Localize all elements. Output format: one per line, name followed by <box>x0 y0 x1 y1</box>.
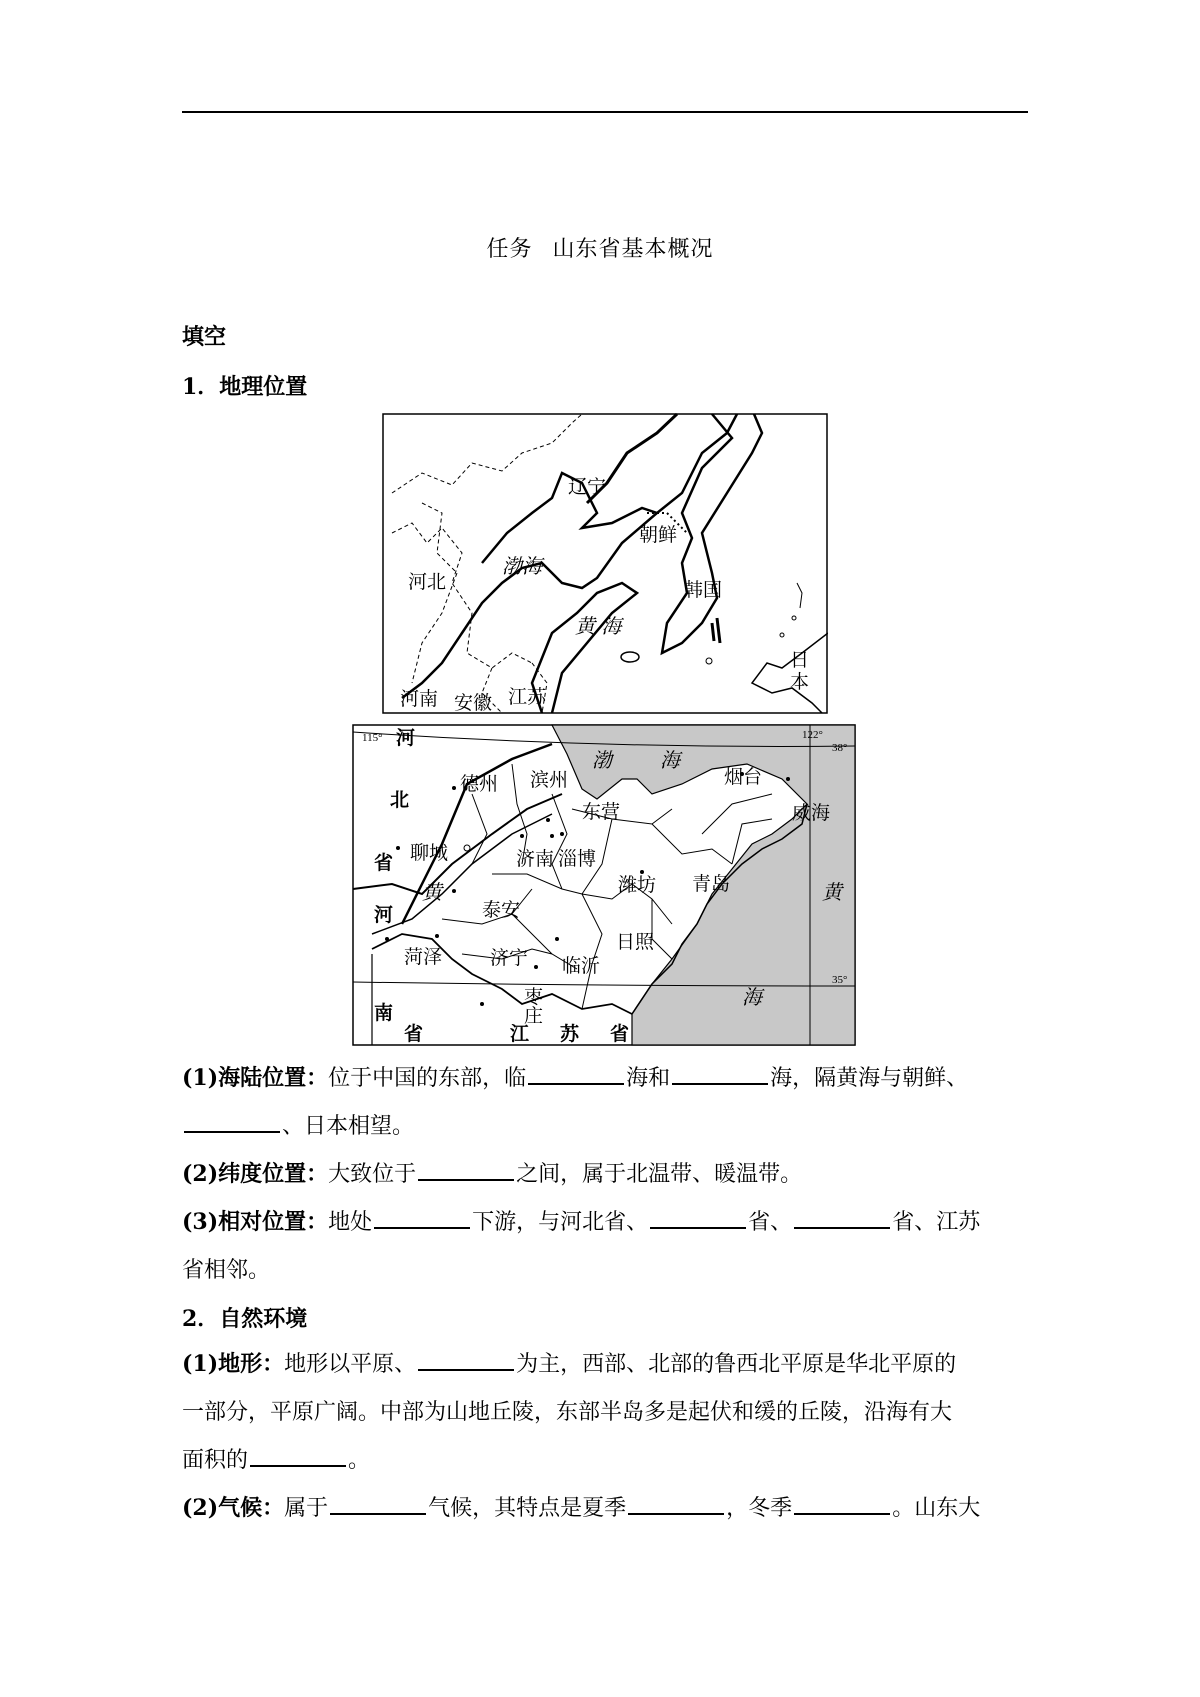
map2-lat-38: 38° <box>832 742 848 754</box>
map2-label-dezhou: 德州 <box>460 773 499 795</box>
map2-label-hai-sea: 海 <box>742 985 762 1009</box>
map-shandong-province <box>352 724 856 1046</box>
map2-label-weifang: 潍坊 <box>618 874 657 896</box>
map2-lon-122: 122° <box>802 729 823 741</box>
q2-1-label: (1)地形： <box>182 1351 285 1377</box>
q1-3-text-c: 省、 <box>748 1210 793 1235</box>
map2-label-he-top: 河 <box>396 727 416 749</box>
q2-2-label: (2)气候： <box>182 1495 285 1521</box>
blank-field[interactable] <box>184 1109 280 1133</box>
q1-3-text-b: 下游，与河北省、 <box>472 1210 649 1235</box>
map2-label-jining: 济宁 <box>490 947 529 969</box>
q2-2-text-b: 气候，其特点是夏季 <box>428 1496 627 1521</box>
question-1-2 <box>182 1150 1028 1199</box>
map1-label-hanguo: 韩国 <box>684 579 723 601</box>
map2-lon-115: 115° <box>362 732 383 744</box>
q2-1-text-c: 一部分，平原广阔。中部为山地丘陵，东部半岛多是起伏和缓的丘陵，沿海有大 <box>182 1400 953 1425</box>
item2-heading: 2．自然环境 <box>182 1306 308 1332</box>
map2-label-sheng-bottom1: 省 <box>404 1023 424 1045</box>
q2-1-text-e: 。 <box>348 1448 371 1473</box>
map1-label-huanghai: 黄 海 <box>575 614 622 638</box>
q1-2-label: (2)纬度位置： <box>182 1161 329 1187</box>
q1-1-text-a: 位于中国的东部，临 <box>328 1066 527 1091</box>
map2-label-su: 苏 <box>560 1023 580 1045</box>
title-text: 山东省基本概况 <box>552 237 714 262</box>
map2-label-nan: 南 <box>374 1002 394 1024</box>
blank-field[interactable] <box>250 1443 346 1467</box>
map2-label-jinan: 济南 <box>516 848 555 870</box>
question-1-3 <box>182 1198 1028 1295</box>
map2-label-zibo: 淄博 <box>558 848 597 870</box>
blank-field[interactable] <box>794 1205 890 1229</box>
blank-field[interactable] <box>330 1491 426 1515</box>
map2-label-zaozhuang-1: 枣 <box>524 986 544 1008</box>
map2-label-huang-river: 黄 <box>422 880 442 904</box>
map2-label-liaocheng: 聊城 <box>410 842 449 864</box>
map1-label-anhui: 安徽 <box>454 692 493 714</box>
q2-2-text-a: 属于 <box>284 1496 329 1521</box>
map1-label-jiangsu: 江苏 <box>508 686 547 708</box>
q2-1-text-b: 为主，西部、北部的鲁西北平原是华北平原的 <box>516 1352 957 1377</box>
title-task-label: 任务 <box>486 237 533 262</box>
map1-label-liaoning: 辽宁 <box>568 476 607 498</box>
q1-1-text-b: 海和 <box>626 1066 671 1091</box>
map2-label-rizhao: 日照 <box>616 931 655 953</box>
question-2-2 <box>182 1484 1028 1533</box>
page-title <box>0 232 1200 263</box>
map2-label-jiang: 江 <box>510 1023 530 1045</box>
map1-label-henan: 河南 <box>400 688 439 710</box>
q1-3-text-d: 省、江苏 <box>892 1210 981 1235</box>
q1-3-text-a: 地处 <box>328 1210 373 1235</box>
map2-label-heze: 菏泽 <box>404 946 443 968</box>
section-heading: 填空 <box>182 324 227 350</box>
question-2-1 <box>182 1340 1028 1485</box>
header-rule <box>182 111 1028 113</box>
blank-field[interactable] <box>672 1061 768 1085</box>
q2-1-text-d: 面积的 <box>182 1448 249 1473</box>
map2-label-huang-sea: 黄 <box>822 880 842 904</box>
map2-label-yantai: 烟台 <box>724 766 763 788</box>
map1-label-riben-2: 本 <box>790 671 810 693</box>
q1-3-label: (3)相对位置： <box>182 1209 329 1235</box>
item1-heading: 1．地理位置 <box>182 374 308 400</box>
q1-1-text-d: 、日本相望。 <box>282 1114 415 1139</box>
blank-field[interactable] <box>528 1061 624 1085</box>
map2-label-he-left: 河 <box>374 904 394 926</box>
q1-1-label: (1)海陆位置： <box>182 1065 329 1091</box>
map1-label-hebei: 河北 <box>408 571 447 593</box>
map1-label-chaoxian: 朝鲜 <box>639 524 678 546</box>
blank-field[interactable] <box>650 1205 746 1229</box>
q1-2-text-b: 之间，属于北温带、暖温带。 <box>516 1162 803 1187</box>
map2-label-bohai-2: 海 <box>660 748 680 772</box>
q1-1-text-c: 海，隔黄海与朝鲜、 <box>770 1066 969 1091</box>
map2-label-taian: 泰安 <box>482 899 521 921</box>
q1-2-text-a: 大致位于 <box>328 1162 417 1187</box>
q2-2-text-d: 。山东大 <box>892 1496 981 1521</box>
map2-label-sheng-left: 省 <box>374 852 394 874</box>
map2-label-dongying: 东营 <box>582 801 621 823</box>
map2-label-weihai: 威海 <box>792 802 831 824</box>
map2-label-binzhou: 滨州 <box>530 769 569 791</box>
map2-label-linyi: 临沂 <box>562 955 601 977</box>
map1-label-riben-1: 日 <box>790 649 810 671</box>
map2-lat-35: 35° <box>832 974 848 986</box>
map2-label-zaozhuang-2: 庄 <box>524 1005 544 1027</box>
blank-field[interactable] <box>418 1157 514 1181</box>
map-regional-overview <box>382 413 828 714</box>
question-1-1 <box>182 1054 1028 1151</box>
map2-label-sheng-bottom2: 省 <box>610 1023 630 1045</box>
blank-field[interactable] <box>628 1491 724 1515</box>
q1-3-text-e: 省相邻。 <box>182 1258 271 1283</box>
blank-field[interactable] <box>374 1205 470 1229</box>
map2-label-qingdao: 青岛 <box>692 873 731 895</box>
blank-field[interactable] <box>418 1347 514 1371</box>
map2-label-bei: 北 <box>390 789 410 811</box>
blank-field[interactable] <box>794 1491 890 1515</box>
map1-label-bohai: 渤海 <box>502 554 542 578</box>
q2-1-text-a: 地形以平原、 <box>284 1352 417 1377</box>
map2-label-bohai-1: 渤 <box>592 748 612 772</box>
q2-2-text-c: ，冬季 <box>726 1496 793 1521</box>
